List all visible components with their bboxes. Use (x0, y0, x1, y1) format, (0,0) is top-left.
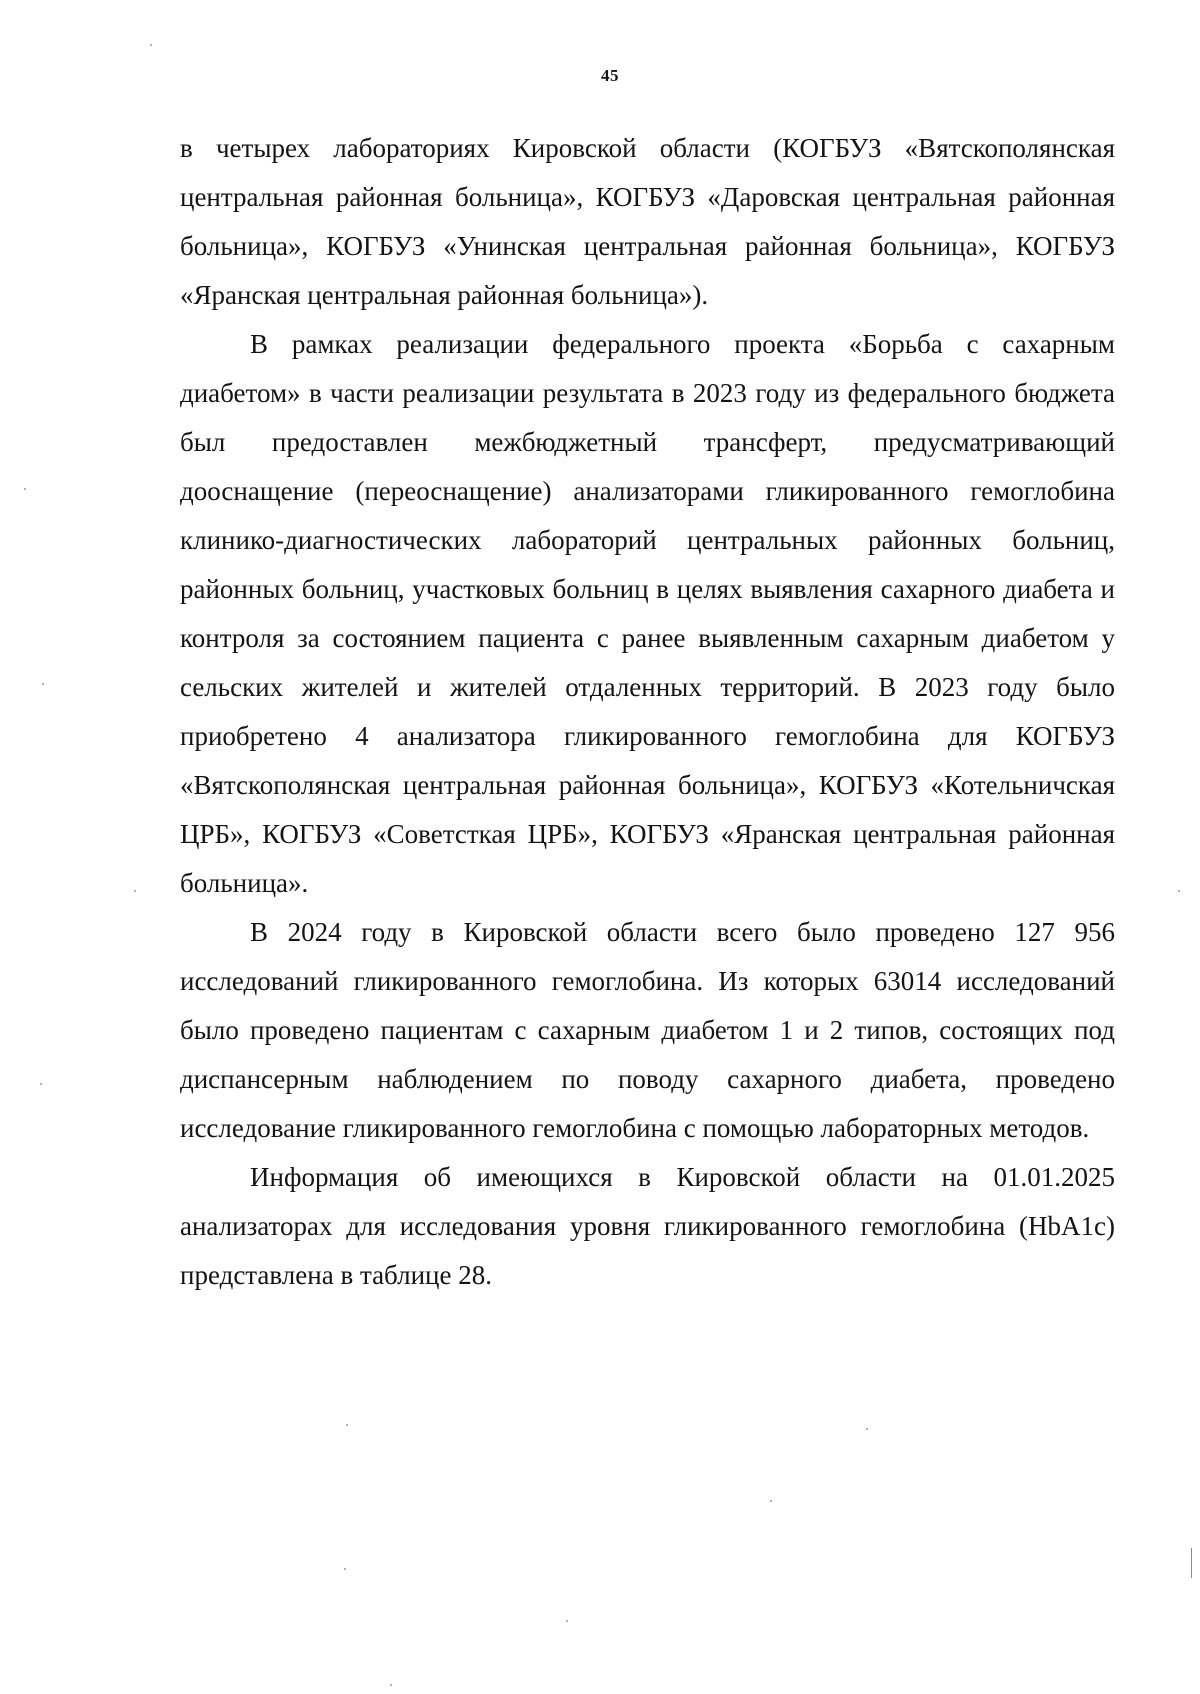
paragraph-table-reference: Информация об имеющихся в Кировской области на 01.01.2025 анализаторах для исследования уровня гликированного гемоглобина (HbA1c) представлена в таблице 28. (180, 1162, 1115, 1290)
scan-speck (40, 1083, 42, 1085)
scan-speck (866, 1428, 868, 1430)
paragraph-federal-project: В рамках реализации федерального проекта «Борьба с сахарным диабетом» в части реализации результата в 2023 году из федерального бюджета был предоставлен межбюджетный трансферт, предусматривающий дооснащение (переоснащение) анализаторами гликированного гемоглобина клинико-диагностических лабораторий центральных районных больниц, районных больниц, участковых больниц в целях выявления сахарного диабета и контроля за состоянием пациента с ранее выявленным сахарным диабетом у сельских жителей и жителей отдаленных территорий. В 2023 году было приобретено 4 анализатора гликированного гемоглобина для КОГБУЗ «Вятскополянская центральная районная больница», КОГБУЗ «Котельничская ЦРБ», КОГБУЗ «Советсткая ЦРБ», КОГБУЗ «Яранская центральная районная больница». (180, 329, 1115, 898)
page-number: 45 (601, 66, 619, 85)
scan-speck (42, 683, 44, 685)
scan-speck (390, 1684, 392, 1686)
scan-edge-mark (1191, 1548, 1192, 1578)
paragraph-continuation: в четырех лабораториях Кировской области (КОГБУЗ «Вятскополянская центральная районная больница», КОГБУЗ «Даровская центральная районная больница», КОГБУЗ «Унинская центральная районная больница», КОГБУЗ «Яранская центральная районная больница»). (180, 133, 1115, 310)
scan-speck (770, 1500, 772, 1502)
scan-speck (1178, 890, 1180, 892)
scan-speck (24, 488, 26, 490)
paragraph-2024-statistics: В 2024 году в Кировской области всего было проведено 127 956 исследований гликированного гемоглобина. Из которых 63014 исследований было проведено пациентам с сахарным диабетом 1 и 2 типов, состоящих под диспансерным наблюдением по поводу сахарного диабета, проведено исследование гликированного гемоглобина с помощью лабораторных методов. (180, 917, 1115, 1143)
scan-speck (134, 890, 136, 892)
scan-speck (150, 44, 152, 46)
document-body (180, 124, 1115, 1300)
scan-speck (346, 1424, 348, 1426)
scan-speck (344, 1568, 346, 1570)
scan-speck (566, 1620, 568, 1622)
